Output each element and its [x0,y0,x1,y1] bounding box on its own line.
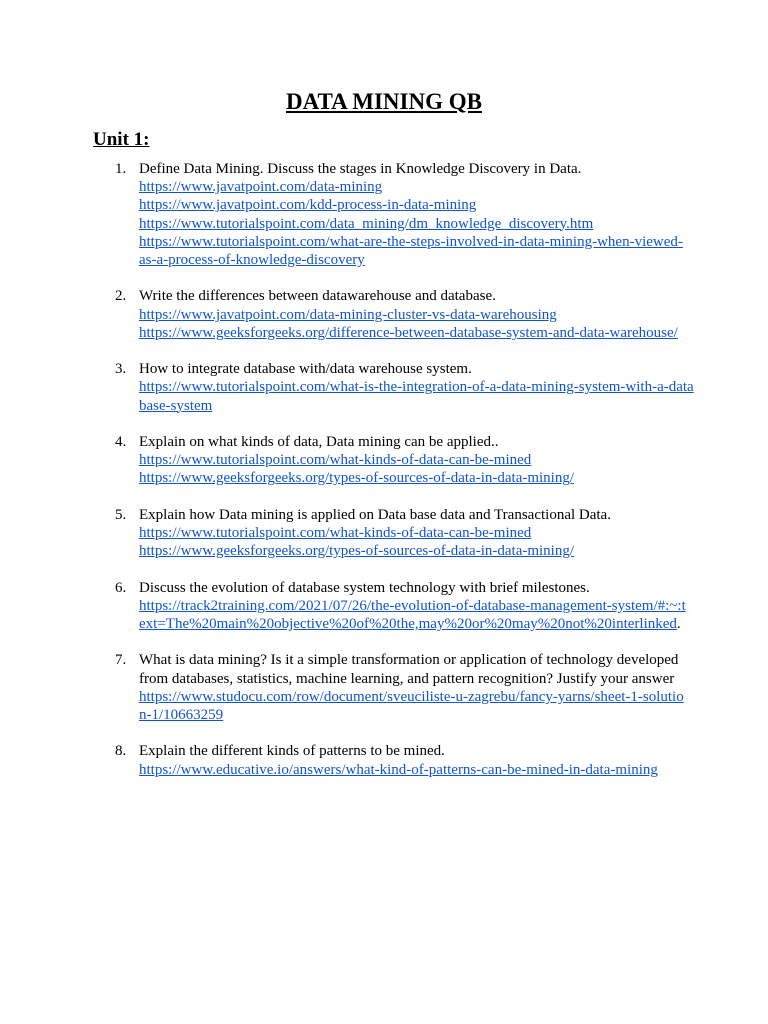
unit-heading: Unit 1: [93,129,150,150]
reference-link[interactable]: https://www.tutorialspoint.com/what-is-the-integration-of-a-data-mining-system-with-a-database-system [139,379,694,414]
reference-link[interactable]: https://www.tutorialspoint.com/data_mining/dm_knowledge_discovery.htm [139,215,594,232]
question-item [0,160,768,269]
question-text: Write the differences between datawarehouse and database. [139,288,496,305]
question-text: Explain how Data mining is applied on Data base data and Transactional Data. [139,506,611,523]
reference-link[interactable]: https://www.geeksforgeeks.org/difference-between-database-system-and-data-warehouse/ [139,324,678,341]
link-with-period [139,597,688,633]
reference-link[interactable]: https://www.tutorialspoint.com/what-are-the-steps-involved-in-data-mining-when-viewed-as-a-process-of-knowledge-discovery [139,233,683,269]
reference-link[interactable]: https://www.tutorialspoint.com/what-kinds-of-data-can-be-mined [139,525,532,541]
question-item [0,579,768,634]
question-text: Discuss the evolution of database system technology with brief milestones. [139,579,590,596]
reference-link[interactable]: https://www.educative.io/answers/what-kind-of-patterns-can-be-mined-in-data-mining [139,761,658,778]
question-item [0,742,768,778]
reference-link[interactable]: https://www.geeksforgeeks.org/types-of-sources-of-data-in-data-mining/ [139,543,575,560]
question-item [0,506,768,561]
reference-link[interactable]: https://www.tutorialspoint.com/what-kinds-of-data-can-be-mined [139,452,532,469]
question-number: 2. [115,288,127,305]
question-text: Define Data Mining. Discuss the stages in Knowledge Discovery in Data. [139,161,582,177]
reference-link[interactable]: https://www.javatpoint.com/data-mining [139,179,383,196]
question-text: How to integrate database with/data warehouse system. [139,361,472,378]
reference-link[interactable]: https://www.javatpoint.com/kdd-process-in-data-mining [139,197,477,214]
question-item [0,287,768,342]
question-number: 3. [115,361,127,378]
question-item [0,433,768,488]
trailing-period: . [676,616,681,632]
reference-link[interactable]: https://www.geeksforgeeks.org/types-of-sources-of-data-in-data-mining/ [139,470,575,487]
reference-link[interactable]: https://www.javatpoint.com/data-mining-cluster-vs-data-warehousing [139,306,557,323]
question-text: Explain the different kinds of patterns to be mined. [139,743,445,760]
question-number: 6. [115,579,127,596]
question-list [0,160,768,797]
reference-link[interactable]: https://track2training.com/2021/07/26/the-evolution-of-database-management-system/#:~:text=The%20main%20objective%20of%20the,may%20or%20may%20not%20interlinked [139,597,686,632]
question-item [0,360,768,415]
question-text: Explain on what kinds of data, Data mining can be applied.. [139,434,499,450]
question-number: 5. [115,506,127,523]
question-number: 7. [115,652,127,669]
reference-link[interactable]: https://www.studocu.com/row/document/sveuciliste-u-zagrebu/fancy-yarns/sheet-1-solution-1/10663259 [139,688,684,723]
question-text: What is data mining? Is it a simple transformation or application of technology developed from databases, statistics, machine learning, and pattern recognition? Justify your answer [139,652,679,687]
question-number: 4. [115,434,127,450]
question-number: 8. [115,743,127,760]
question-number: 1. [115,161,127,177]
document-title: DATA MINING QB [286,89,482,114]
question-item [0,651,768,724]
